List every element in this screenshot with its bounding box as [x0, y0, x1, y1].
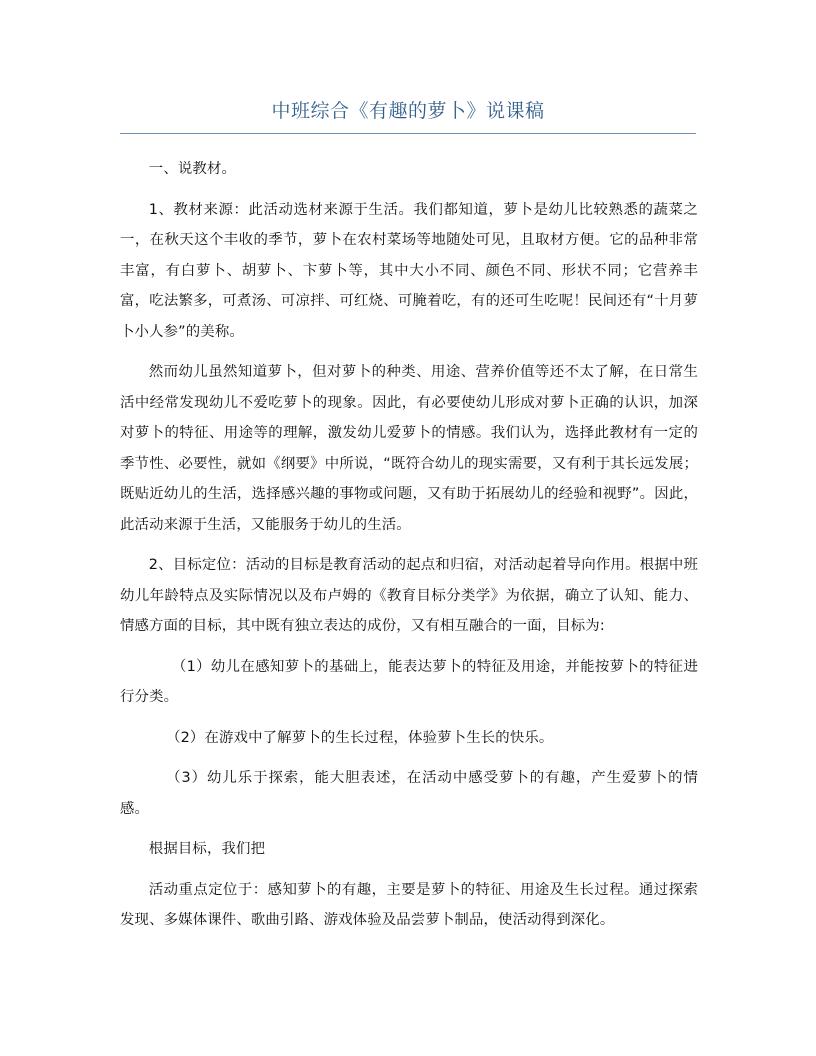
paragraph-key-points: 活动重点定位于：感知萝卜的有趣，主要是萝卜的特征、用途及生长过程。通过探索发现、多媒体课件、歌曲引路、游戏体验及品尝萝卜制品，使活动得到深化。 — [120, 881, 698, 928]
goal-item-3: （3）幼儿乐于探索，能大胆表述，在活动中感受萝卜的有趣，产生爱萝卜的情感。 — [120, 770, 698, 817]
goal-item-1: （1）幼儿在感知萝卜的基础上，能表达萝卜的特征及用途，并能按萝卜的特征进行分类。 — [120, 658, 698, 705]
title-divider — [120, 133, 696, 134]
document-body — [120, 154, 698, 946]
paragraph-according-goals: 根据目标，我们把 — [148, 841, 266, 857]
paragraph-material-source: 1、教材来源：此活动选材来源于生活。我们都知道，萝卜是幼儿比较熟悉的蔬菜之一，在秋天这个丰收的季节，萝卜在农村菜场等地随处可见，且取材方便。它的品种非常丰富，有白萝卜、胡萝卜、卞萝卜等，其中大小不同、颜色不同、形状不同；它营养丰富，吃法繁多，可煮汤、可凉拌、可红烧、可腌着吃，有的还可生吃呢！民间还有“十月萝卜小人参”的美称。 — [120, 201, 698, 340]
document-title: 中班综合《有趣的萝卜》说课稿 — [271, 100, 545, 122]
paragraph-goal-positioning: 2、目标定位：活动的目标是教育活动的起点和归宿，对活动起着导向作用。根据中班幼儿年龄特点及实际情况以及布卢姆的《教育目标分类学》为依据，确立了认知、能力、情感方面的目标，其中既有独立表达的成份，又有相互融合的一面，目标为: — [120, 557, 698, 634]
goal-item-2: （2）在游戏中了解萝卜的生长过程，体验萝卜生长的快乐。 — [166, 729, 554, 746]
paragraph-material-reason: 然而幼儿虽然知道萝卜，但对萝卜的种类、用途、营养价值等还不太了解，在日常生活中经常发现幼儿不爱吃萝卜的现象。因此，有必要使幼儿形成对萝卜正确的认识，加深对萝卜的特征、用途等的理解，激发幼儿爱萝卜的情感。我们认为，选择此教材有一定的季节性、必要性，就如《纲要》中所说，“既符合幼儿的现实需要，又有利于其长远发展；既贴近幼儿的生活，选择感兴趣的事物或问题，又有助于拓展幼儿的经验和视野”。因此，此活动来源于生活，又能服务于幼儿的生活。 — [120, 364, 698, 533]
section-heading: 一、说教材。 — [148, 161, 237, 177]
